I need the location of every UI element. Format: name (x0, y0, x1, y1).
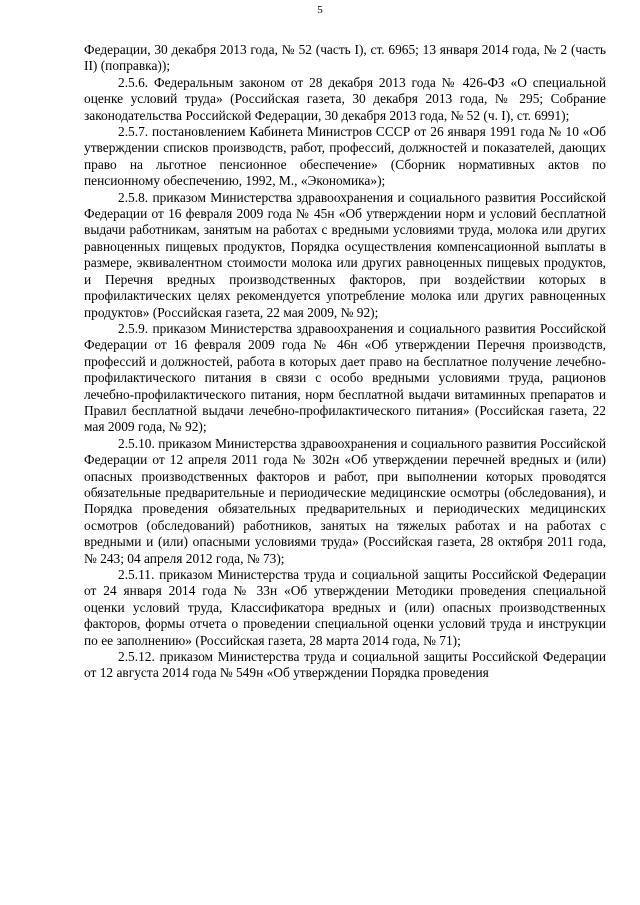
paragraph-2-5-8: 2.5.8. приказом Министерства здравоохранения и социального развития Российской Федерации от 16 февраля 2009 года № 45н «Об утверждении норм и условий бесплатной выдачи работникам, занятым на работах с вредными условиями труда, молока или других равноценных пищевых продуктов, Порядка осуществления компенсационной выплаты в размере, эквивалентном стоимости молока или других равноценных пищевых продуктов, и Перечня вредных производственных факторов, при воздействии которых в профилактических целях рекомендуется употребление молока или других равноценных продуктов» (Российская газета, 22 мая 2009, № 92); (84, 189, 606, 320)
paragraph-2-5-7: 2.5.7. постановлением Кабинета Министров СССР от 26 января 1991 года № 10 «Об утверждении списков производств, работ, профессий, должностей и показателей, дающих право на льготное пенсионное обеспечение» (Сборник нормативных актов по пенсионному обеспечению, 1992, М., «Экономика»); (84, 124, 606, 189)
paragraph-continuation: Федерации, 30 декабря 2013 года, № 52 (часть I), ст. 6965; 13 января 2014 года, № 2 (часть II) (поправка)); (84, 42, 606, 74)
page-number: 5 (317, 4, 323, 16)
paragraph-2-5-9: 2.5.9. приказом Министерства здравоохранения и социального развития Российской Федерации от 16 февраля 2009 года № 46н «Об утверждении Перечня производств, профессий и должностей, работа в которых дает право на бесплатное получение лечебно-профилактического питания в связи с особо вредными условиями труда, рационов лечебно-профилактического питания, норм бесплатной выдачи витаминных препаратов и Правил бесплатной выдачи лечебно-профилактического питания» (Российская газета, 22 мая 2009 года, № 92); (84, 320, 606, 435)
paragraph-2-5-11: 2.5.11. приказом Министерства труда и социальной защиты Российской Федерации от 24 января 2014 года № 33н «Об утверждении Методики проведения специальной оценки условий труда, Классификатора вредных и (или) опасных производственных факторов, формы отчета о проведении специальной оценки условий труда и инструкции по ее заполнению» (Российская газета, 28 марта 2014 года, № 71); (84, 567, 606, 648)
paragraph-2-5-6: 2.5.6. Федеральным законом от 28 декабря 2013 года № 426-ФЗ «О специальной оценке условий труда» (Российская газета, 30 декабря 2013 года, № 295; Собрание законодательства Российской Федерации, 30 декабря 2013 года, № 52 (ч. I), ст. 6991); (84, 74, 606, 123)
paragraph-2-5-10: 2.5.10. приказом Министерства здравоохранения и социального развития Российской Федерации от 12 апреля 2011 года № 302н «Об утверждении перечней вредных и (или) опасных производственных факторов и работ, при выполнении которых проводятся обязательные предварительные и периодические медицинские осмотры (обследования), и Порядка проведения обязательных предварительных и периодических медицинских осмотров (обследований) работников, занятых на тяжелых работах и на работах с вредными и (или) опасными условиями труда» (Российская газета, 28 октября 2011 года, № 243; 04 апреля 2012 года, № 73); (84, 435, 606, 566)
paragraph-2-5-12: 2.5.12. приказом Министерства труда и социальной защиты Российской Федерации от 12 августа 2014 года № 549н «Об утверждении Порядка проведения (84, 649, 606, 681)
body-text (84, 42, 606, 682)
